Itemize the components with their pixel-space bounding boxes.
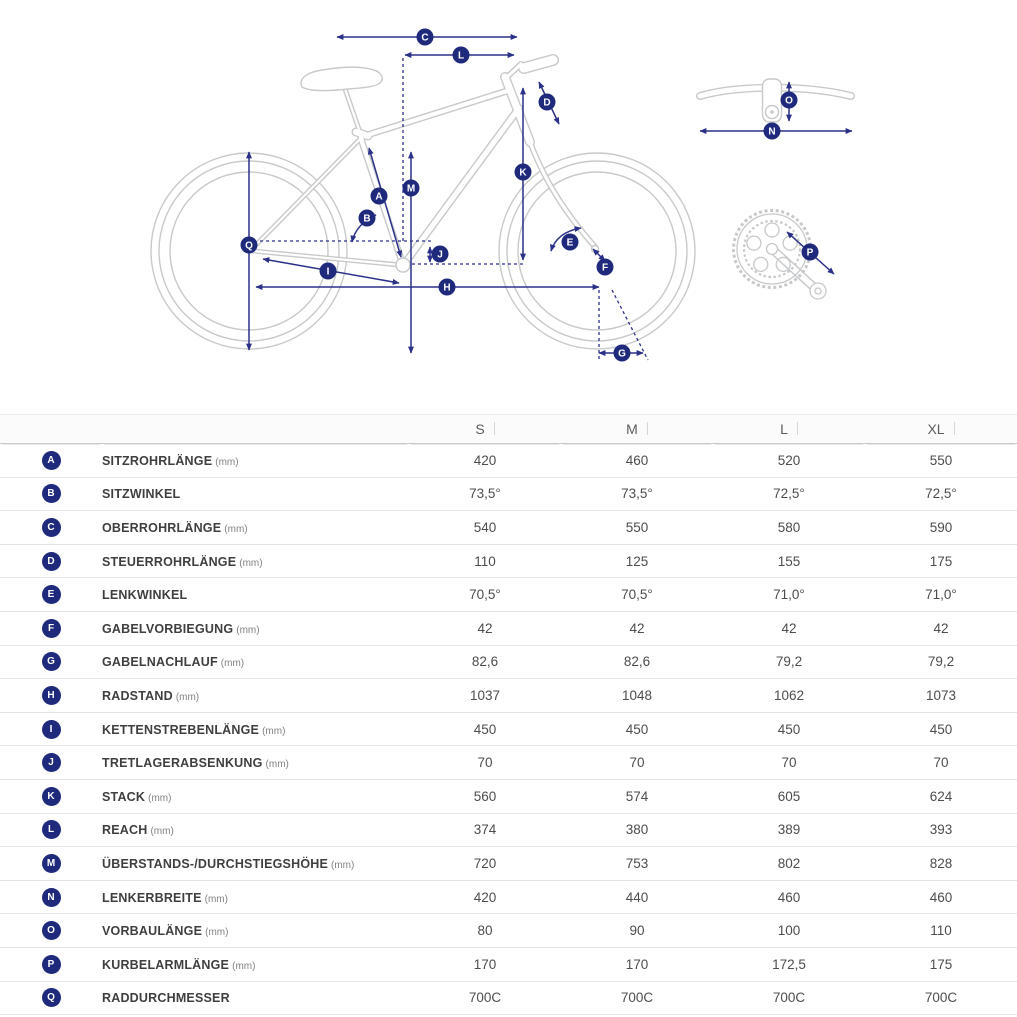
table-row [0,847,1017,881]
row-label-cell [102,914,409,948]
size-value-XL: 110 [865,914,1017,948]
size-value-M: 460 [561,444,713,478]
row-letter-badge: C [42,518,61,537]
size-value-M: 70 [561,746,713,780]
size-value-L: 1062 [713,679,865,713]
row-label-cell [102,712,409,746]
row-letter-badge: O [42,921,61,940]
row-label-cell [102,544,409,578]
row-unit: (mm) [239,557,263,569]
row-badge-cell [0,947,102,981]
row-letter-badge: P [42,955,61,974]
row-label: STEUERROHRLÄNGE [102,554,237,569]
row-label-cell [102,578,409,612]
table-row [0,511,1017,545]
geometry-diagram [0,0,1017,414]
table-row [0,679,1017,713]
row-label-cell [102,981,409,1015]
spider-cutout [747,236,761,250]
diagram-badge-G [614,345,631,362]
row-unit: (mm) [204,893,228,905]
row-unit: (mm) [262,725,286,737]
wheels [151,153,695,349]
row-label: REACH [102,823,148,838]
row-letter-badge: Q [42,988,61,1007]
diagram-badge-A [371,188,388,205]
down-tube-core [405,108,519,263]
size-header-label: L [780,421,798,437]
badge-letter: C [421,32,429,44]
size-header-label: M [626,421,648,437]
row-badge-cell [0,813,102,847]
size-value-M: 440 [561,880,713,914]
table-row [0,813,1017,847]
size-value-S: 70,5° [409,578,561,612]
size-value-M: 380 [561,813,713,847]
table-row [0,880,1017,914]
row-label: RADSTAND [102,688,173,703]
saddle [301,67,382,90]
size-value-L: 172,5 [713,947,865,981]
diagram-badge-B [359,210,376,227]
row-letter-badge: D [42,552,61,571]
diagram-badge-J [432,246,449,263]
row-letter-badge: L [42,820,61,839]
row-unit: (mm) [331,859,355,871]
size-value-M: 125 [561,544,713,578]
table-row [0,578,1017,612]
row-unit: (mm) [205,927,229,939]
size-header-label: XL [927,421,954,437]
badge-letter: M [406,183,416,195]
size-value-S: 73,5° [409,477,561,511]
table-row [0,444,1017,478]
frame-tubes-core [253,60,851,291]
row-label: TRETLAGERABSENKUNG [102,756,263,771]
row-unit: (mm) [148,792,172,804]
table-row [0,611,1017,645]
size-header-row [0,415,1017,444]
row-badge-cell [0,847,102,881]
size-value-M: 700C [561,981,713,1015]
row-letter-badge: J [42,753,61,772]
badge-letter: D [543,97,551,109]
badge-letter: N [768,126,776,138]
header-spacer-label [102,415,409,444]
row-label: LENKWINKEL [102,588,188,603]
row-badge-cell [0,914,102,948]
diagram-badge-P [802,244,819,261]
row-label-cell [102,679,409,713]
row-label-cell [102,779,409,813]
size-value-XL: 550 [865,444,1017,478]
row-badge-cell [0,444,102,478]
size-value-XL: 79,2 [865,645,1017,679]
size-value-XL: 624 [865,779,1017,813]
row-label: RADDURCHMESSER [102,991,230,1006]
size-value-L: 79,2 [713,645,865,679]
badge-letter: A [375,191,383,203]
row-unit: (mm) [232,960,256,972]
size-value-L: 71,0° [713,578,865,612]
row-badge-cell [0,544,102,578]
diagram-badge-C [417,29,434,46]
diagram-badge-K [515,164,532,181]
badge-letter: O [785,95,793,107]
size-value-XL: 175 [865,947,1017,981]
size-value-XL: 175 [865,544,1017,578]
table-row [0,477,1017,511]
row-label: SITZWINKEL [102,487,181,502]
size-value-S: 700C [409,981,561,1015]
badge-letter: G [618,348,626,360]
row-label-cell [102,880,409,914]
row-unit: (mm) [224,523,248,535]
table-row [0,544,1017,578]
row-letter-badge: F [42,619,61,638]
size-value-M: 574 [561,779,713,813]
size-value-XL: 590 [865,511,1017,545]
badge-letter: E [566,237,574,249]
size-value-XL: 42 [865,611,1017,645]
diagram-badge-D [539,94,556,111]
diagram-badge-M [403,180,420,197]
size-value-M: 550 [561,511,713,545]
size-header-label: S [475,421,494,437]
size-value-L: 450 [713,712,865,746]
row-unit: (mm) [236,624,260,636]
size-value-S: 110 [409,544,561,578]
badge-letter: J [437,249,443,261]
row-badge-cell [0,779,102,813]
row-badge-cell [0,679,102,713]
top-tube-core [361,91,507,137]
row-letter-badge: E [42,585,61,604]
size-value-S: 170 [409,947,561,981]
size-column-header-M [561,415,713,444]
size-value-S: 450 [409,712,561,746]
row-unit: (mm) [175,691,200,703]
size-value-M: 450 [561,712,713,746]
badge-letter: P [806,247,814,259]
crank-spindle [767,244,778,255]
fork-blade [530,142,596,248]
row-badge-cell [0,477,102,511]
table-row [0,981,1017,1015]
frame-tubes [253,60,851,291]
size-value-L: 460 [713,880,865,914]
row-unit: (mm) [265,759,289,771]
spider-cutout [765,223,779,237]
size-value-S: 420 [409,444,561,478]
size-value-L: 520 [713,444,865,478]
pedal-boss [810,283,826,299]
badge-letter: B [363,213,371,225]
geometry-table-section [0,414,1017,1015]
stem-core [505,64,521,79]
diagram-badge-F [597,259,614,276]
table-row [0,947,1017,981]
size-value-M: 170 [561,947,713,981]
bike-diagram-svg [0,0,1017,414]
row-label-cell [102,847,409,881]
row-unit: (mm) [220,658,245,670]
row-badge-cell [0,712,102,746]
size-value-S: 80 [409,914,561,948]
diagram-badge-Q [241,237,258,254]
badge-letter: K [519,167,527,179]
size-value-M: 90 [561,914,713,948]
badge-letter: L [457,50,465,62]
size-value-L: 605 [713,779,865,813]
size-value-L: 802 [713,847,865,881]
size-value-S: 540 [409,511,561,545]
row-unit: (mm) [150,826,174,838]
row-label-cell [102,477,409,511]
row-label: VORBAULÄNGE [102,924,203,939]
size-value-S: 374 [409,813,561,847]
row-badge-cell [0,578,102,612]
row-unit: (mm) [215,456,239,468]
size-value-M: 73,5° [561,477,713,511]
size-value-XL: 460 [865,880,1017,914]
diagram-badge-H [439,279,456,296]
size-column-header-L [713,415,865,444]
size-value-S: 1037 [409,679,561,713]
size-value-S: 720 [409,847,561,881]
diagram-badge-N [764,123,781,140]
size-value-L: 42 [713,611,865,645]
row-label: SITZROHRLÄNGE [102,453,213,468]
size-value-M: 82,6 [561,645,713,679]
construction-lines [260,58,648,360]
row-label-cell [102,813,409,847]
row-label-cell [102,511,409,545]
row-badge-cell [0,611,102,645]
row-letter-badge: M [42,854,61,873]
geometry-table [0,414,1017,1015]
size-value-L: 70 [713,746,865,780]
size-value-XL: 72,5° [865,477,1017,511]
row-letter-badge: B [42,484,61,503]
row-badge-cell [0,511,102,545]
row-label: KURBELARMLÄNGE [102,957,230,972]
row-letter-badge: K [42,787,61,806]
header-spacer-badge [0,415,102,444]
row-label-cell [102,611,409,645]
size-column-header-XL [865,415,1017,444]
size-value-XL: 71,0° [865,578,1017,612]
table-row [0,779,1017,813]
table-row [0,712,1017,746]
size-value-S: 420 [409,880,561,914]
size-value-XL: 828 [865,847,1017,881]
row-badge-cell [0,645,102,679]
diagram-badge-L [453,47,470,64]
table-row [0,914,1017,948]
size-value-L: 100 [713,914,865,948]
row-label: STACK [102,789,146,804]
row-letter-badge: G [42,652,61,671]
size-value-L: 580 [713,511,865,545]
row-label: LENKERBREITE [102,890,202,905]
row-letter-badge: I [42,720,61,739]
row-letter-badge: N [42,888,61,907]
row-label: OBERROHRLÄNGE [102,520,222,535]
diagram-badge-O [781,92,798,109]
row-letter-badge: H [42,686,61,705]
size-value-M: 70,5° [561,578,713,612]
row-label: ÜBERSTANDS-/DURCHSTIEGSHÖHE [102,856,329,871]
row-label-cell [102,947,409,981]
size-value-L: 155 [713,544,865,578]
size-value-XL: 450 [865,712,1017,746]
size-value-XL: 393 [865,813,1017,847]
table-row [0,746,1017,780]
row-label: GABELNACHLAUF [102,655,218,670]
badge-letter: Q [245,240,253,252]
size-value-M: 753 [561,847,713,881]
row-badge-cell [0,880,102,914]
size-value-S: 70 [409,746,561,780]
size-value-M: 1048 [561,679,713,713]
size-value-S: 82,6 [409,645,561,679]
row-label: GABELVORBIEGUNG [102,621,234,636]
size-value-L: 700C [713,981,865,1015]
row-badge-cell [0,981,102,1015]
row-badge-cell [0,746,102,780]
row-label-cell [102,645,409,679]
table-row [0,645,1017,679]
bottom-bracket [396,258,410,272]
size-value-S: 42 [409,611,561,645]
badge-letter: H [443,282,451,294]
row-label-cell [102,444,409,478]
size-column-header-S [409,415,561,444]
size-value-XL: 1073 [865,679,1017,713]
size-value-M: 42 [561,611,713,645]
stem-bolt-dot [770,110,774,114]
row-label: KETTENSTREBENLÄNGE [102,722,260,737]
head-tube-core [505,77,530,142]
badge-letter: I [326,266,330,278]
diagram-badge-I [320,263,337,280]
row-label-cell [102,746,409,780]
row-letter-badge: A [42,451,61,470]
size-value-L: 72,5° [713,477,865,511]
size-value-L: 389 [713,813,865,847]
badge-letter: F [601,262,609,274]
diagram-badge-E [562,234,579,251]
spider-cutout [754,257,768,271]
size-value-XL: 70 [865,746,1017,780]
size-value-S: 560 [409,779,561,813]
size-value-XL: 700C [865,981,1017,1015]
stem-clamp-top-view [763,79,782,122]
